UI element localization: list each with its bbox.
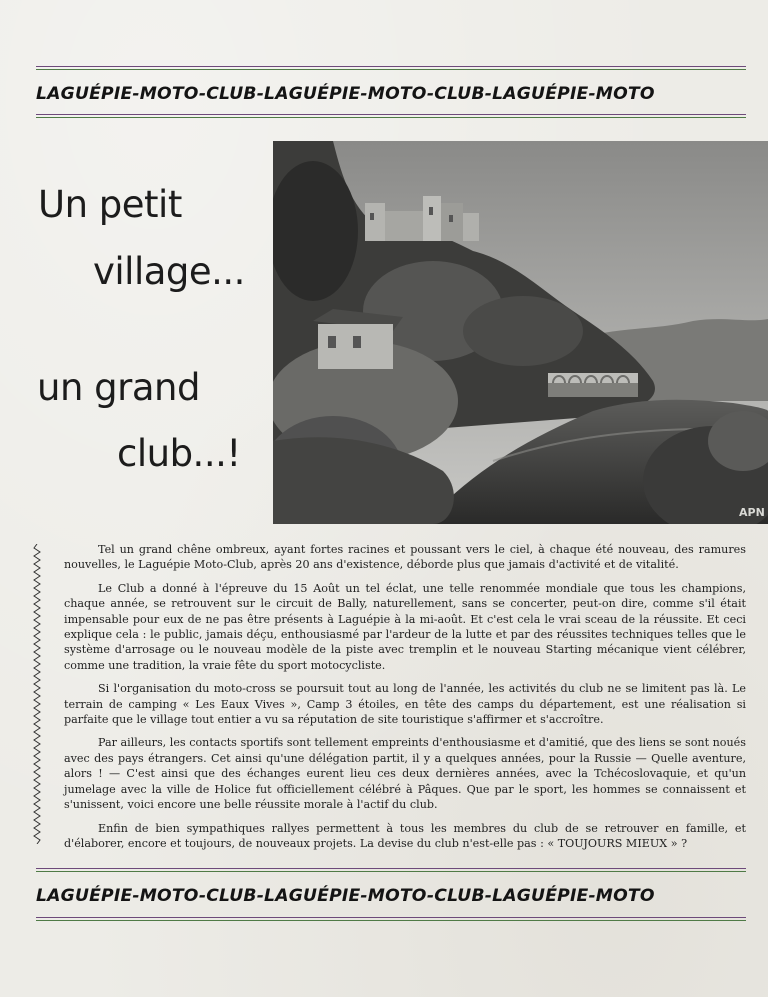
title-line-1: Un petit — [38, 183, 182, 226]
bottom-banner-text: LAGUÉPIE-MOTO-CLUB-LAGUÉPIE-MOTO-CLUB-LAGUÉPIE-MOTO — [36, 886, 655, 906]
arched-bridge — [548, 373, 638, 397]
article-paragraph-3: Si l'organisation du moto-cross se poursuit tout au long de l'année, les activités du club ne se limitent pas là. Le terrain de camping « Les Eaux Vives », Camp 3 étoiles, en tête des camps du département, est une réalisation si parfaite que le village tout entier a vu sa réputation de site touristique s'affirmer et s'accroître. — [64, 682, 746, 727]
margin-zigzag-ornament — [33, 544, 41, 844]
bottom-banner-rule-lower — [36, 917, 746, 918]
top-banner-rule-lower — [36, 114, 746, 115]
photo-credit: APN — [739, 506, 765, 519]
article-paragraph-1: Tel un grand chêne ombreux, ayant fortes racines et poussant vers le ciel, à chaque été nouveau, des ramures nouvelles, le Laguépie Moto-Club, après 20 ans d'existence, déborde plus que jamais d'activité et de vitalité. — [64, 543, 746, 572]
village-photograph — [273, 141, 768, 524]
top-banner-rule-upper — [36, 66, 746, 67]
top-banner-text: LAGUÉPIE-MOTO-CLUB-LAGUÉPIE-MOTO-CLUB-LAGUÉPIE-MOTO — [36, 84, 655, 104]
bottom-banner-rule-lower-2 — [36, 920, 746, 921]
article-paragraph-5: Enfin de bien sympathiques rallyes permettent à tous les membres du club de se retrouver en famille, et d'élaborer, encore et toujours, de nouveaux projets. La devise du club n'est-elle pas : « TOUJOURS MIEUX » ? — [64, 821, 746, 850]
bottom-banner-rule-upper-2 — [36, 871, 746, 872]
top-banner-rule-upper-2 — [36, 69, 746, 70]
article-body — [64, 542, 746, 859]
tree-mass-right — [463, 296, 583, 366]
title-line-3: un grand — [37, 366, 200, 409]
article-paragraph-2: Le Club a donné à l'épreuve du 15 Août un tel éclat, une telle renommée mondiale que tous les champions, chaque année, se retrouvent sur le circuit de Bally, naturellement, sans se concerter, peut-on dire, comme s'il était impensable pour eux de ne pas être présents à Laguépie à la mi-août. Et c'est cela le vrai sceau de la réussite. Et ceci explique cela : le public, jamais déçu, enthousiasmé par l'ardeur de la lutte et par des réussites techniques telles que le système d'arrosage ou le nouveau modèle de la piste avec tremplin et le nouveau Starting mécanique vient célébrer, comme une tradition, la vraie fête du sport motocycliste. — [64, 581, 746, 672]
bottom-banner-rule-upper — [36, 868, 746, 869]
title-line-2: village... — [93, 250, 245, 293]
title-line-4: club...! — [117, 432, 241, 475]
article-paragraph-4: Par ailleurs, les contacts sportifs sont tellement empreints d'enthousiasme et d'amitié, que des liens se sont noués avec des pays étrangers. Cet ainsi qu'une délégation partit, il y a quelques années, pour la Russie — Quelle aventure, alors ! — C'est ainsi que des échanges eurent lieu ces deux dernières années, avec la Tchécoslovaquie, et qu'un jumelage avec la ville de Holice fut officiellement célébré à Pâques. Que par le sport, les hommes se connaissent et s'unissent, voici encore une belle réussite morale à l'actif du club. — [64, 736, 746, 812]
riverside-house — [313, 309, 403, 369]
top-banner-rule-lower-2 — [36, 117, 746, 118]
village-photo-drawing — [273, 141, 768, 524]
